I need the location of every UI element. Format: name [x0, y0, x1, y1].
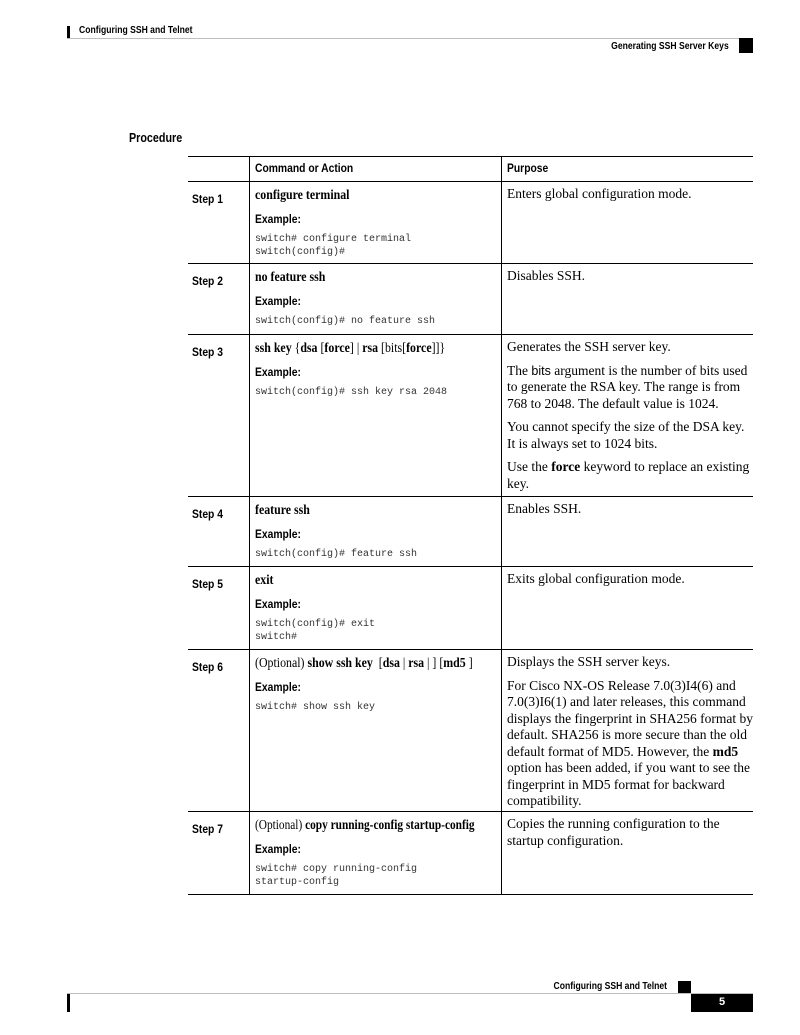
purpose-text: For Cisco NX-OS Release 7.0(3)I4(6) and 7.0(3)I6(1) and later releases, this command displays the fingerprint in SHA256 format by default. SHA256 is more secure than the old default format of MD5. However, the md5 option has been added, if you want to see the fingerprint in MD5 format for backward compatibility. — [507, 677, 753, 808]
example-code: switch# copy running-config startup-config — [255, 864, 418, 888]
example-code: switch# show ssh key — [255, 702, 376, 713]
column-divider — [249, 497, 250, 566]
command-cell — [255, 501, 500, 561]
command-text: (Optional) copy running-config startup-config — [255, 817, 475, 832]
purpose-cell — [507, 339, 753, 499]
command-cell — [255, 571, 500, 644]
column-divider — [249, 335, 250, 496]
section-title: Generating SSH Server Keys — [611, 41, 729, 52]
column-divider — [501, 497, 502, 566]
purpose-text: Enables SSH. — [507, 501, 582, 516]
purpose-cell — [507, 571, 753, 595]
purpose-cell — [507, 654, 753, 817]
column-divider — [501, 567, 502, 649]
command-cell — [255, 268, 500, 328]
page-number: 5 — [718, 996, 726, 1008]
example-code: switch(config)# feature ssh — [255, 549, 418, 560]
example-label: Example: — [255, 212, 301, 226]
column-header-command: Command or Action — [255, 161, 354, 175]
column-divider — [501, 182, 502, 263]
header-rule — [67, 38, 753, 39]
step-label: Step 7 — [192, 822, 223, 836]
table-row — [188, 567, 753, 650]
column-divider — [501, 264, 502, 334]
table-row — [188, 650, 753, 812]
step-label: Step 4 — [192, 507, 223, 521]
column-header-purpose: Purpose — [507, 161, 549, 175]
purpose-text: Disables SSH. — [507, 268, 586, 283]
procedure-heading: Procedure — [129, 131, 183, 145]
example-label: Example: — [255, 294, 301, 308]
purpose-text: Enters global configuration mode. — [507, 186, 692, 201]
example-label: Example: — [255, 680, 301, 694]
column-divider — [501, 812, 502, 894]
purpose-text: You cannot specify the size of the DSA key. It is always set to 1024 bits. — [507, 419, 745, 451]
column-divider — [501, 157, 502, 181]
footer-title: Configuring SSH and Telnet — [553, 981, 667, 992]
purpose-text: The bits argument is the number of bits used to generate the RSA key. The range is from 768 to 2048. The default value is 1024. — [507, 362, 748, 411]
column-divider — [501, 650, 502, 811]
example-label: Example: — [255, 527, 301, 541]
command-cell — [255, 816, 500, 889]
command-cell — [255, 186, 500, 259]
purpose-cell — [507, 816, 753, 856]
step-label: Step 3 — [192, 345, 223, 359]
step-label: Step 5 — [192, 577, 223, 591]
step-label: Step 6 — [192, 660, 223, 674]
example-code: switch(config)# no feature ssh — [255, 316, 436, 327]
column-divider — [249, 650, 250, 811]
purpose-text: Generates the SSH server key. — [507, 339, 671, 354]
command-cell — [255, 339, 500, 399]
table-row — [188, 264, 753, 335]
purpose-text: Use the force keyword to replace an existing key. — [507, 459, 750, 491]
example-code: switch(config)# exit switch# — [255, 619, 376, 643]
example-label: Example: — [255, 597, 301, 611]
column-divider — [249, 157, 250, 181]
table-row — [188, 182, 753, 264]
chapter-title: Configuring SSH and Telnet — [79, 25, 193, 36]
command-text: configure terminal — [255, 187, 350, 202]
header-block — [739, 38, 753, 53]
purpose-text: Copies the running configuration to the startup configuration. — [507, 816, 720, 848]
table-row — [188, 497, 753, 567]
purpose-text: Exits global configuration mode. — [507, 571, 685, 586]
step-label: Step 1 — [192, 192, 223, 206]
example-code: switch# configure terminal switch(config)# — [255, 234, 412, 258]
column-divider — [249, 567, 250, 649]
column-divider — [501, 335, 502, 496]
purpose-cell — [507, 501, 753, 525]
command-text: ssh key {dsa [force] | rsa [bits[force]]} — [255, 340, 446, 355]
command-text: no feature ssh — [255, 269, 326, 284]
procedure-table — [188, 156, 753, 895]
column-divider — [249, 264, 250, 334]
table-row — [188, 812, 753, 895]
purpose-text: Displays the SSH server keys. — [507, 654, 671, 669]
command-text: feature ssh — [255, 502, 310, 517]
column-divider — [249, 182, 250, 263]
table-header — [188, 156, 753, 182]
command-text: (Optional) show ssh key [dsa | rsa | ] [md5 ] — [255, 655, 473, 670]
example-code: switch(config)# ssh key rsa 2048 — [255, 387, 448, 398]
footer-left-bar — [67, 994, 70, 1012]
example-label: Example: — [255, 365, 301, 379]
command-text: exit — [255, 572, 274, 587]
purpose-cell — [507, 186, 753, 210]
footer-rule — [67, 993, 753, 994]
column-divider — [249, 812, 250, 894]
table-row — [188, 335, 753, 497]
command-cell — [255, 654, 500, 714]
step-label: Step 2 — [192, 274, 223, 288]
example-label: Example: — [255, 842, 301, 856]
purpose-cell — [507, 268, 753, 292]
